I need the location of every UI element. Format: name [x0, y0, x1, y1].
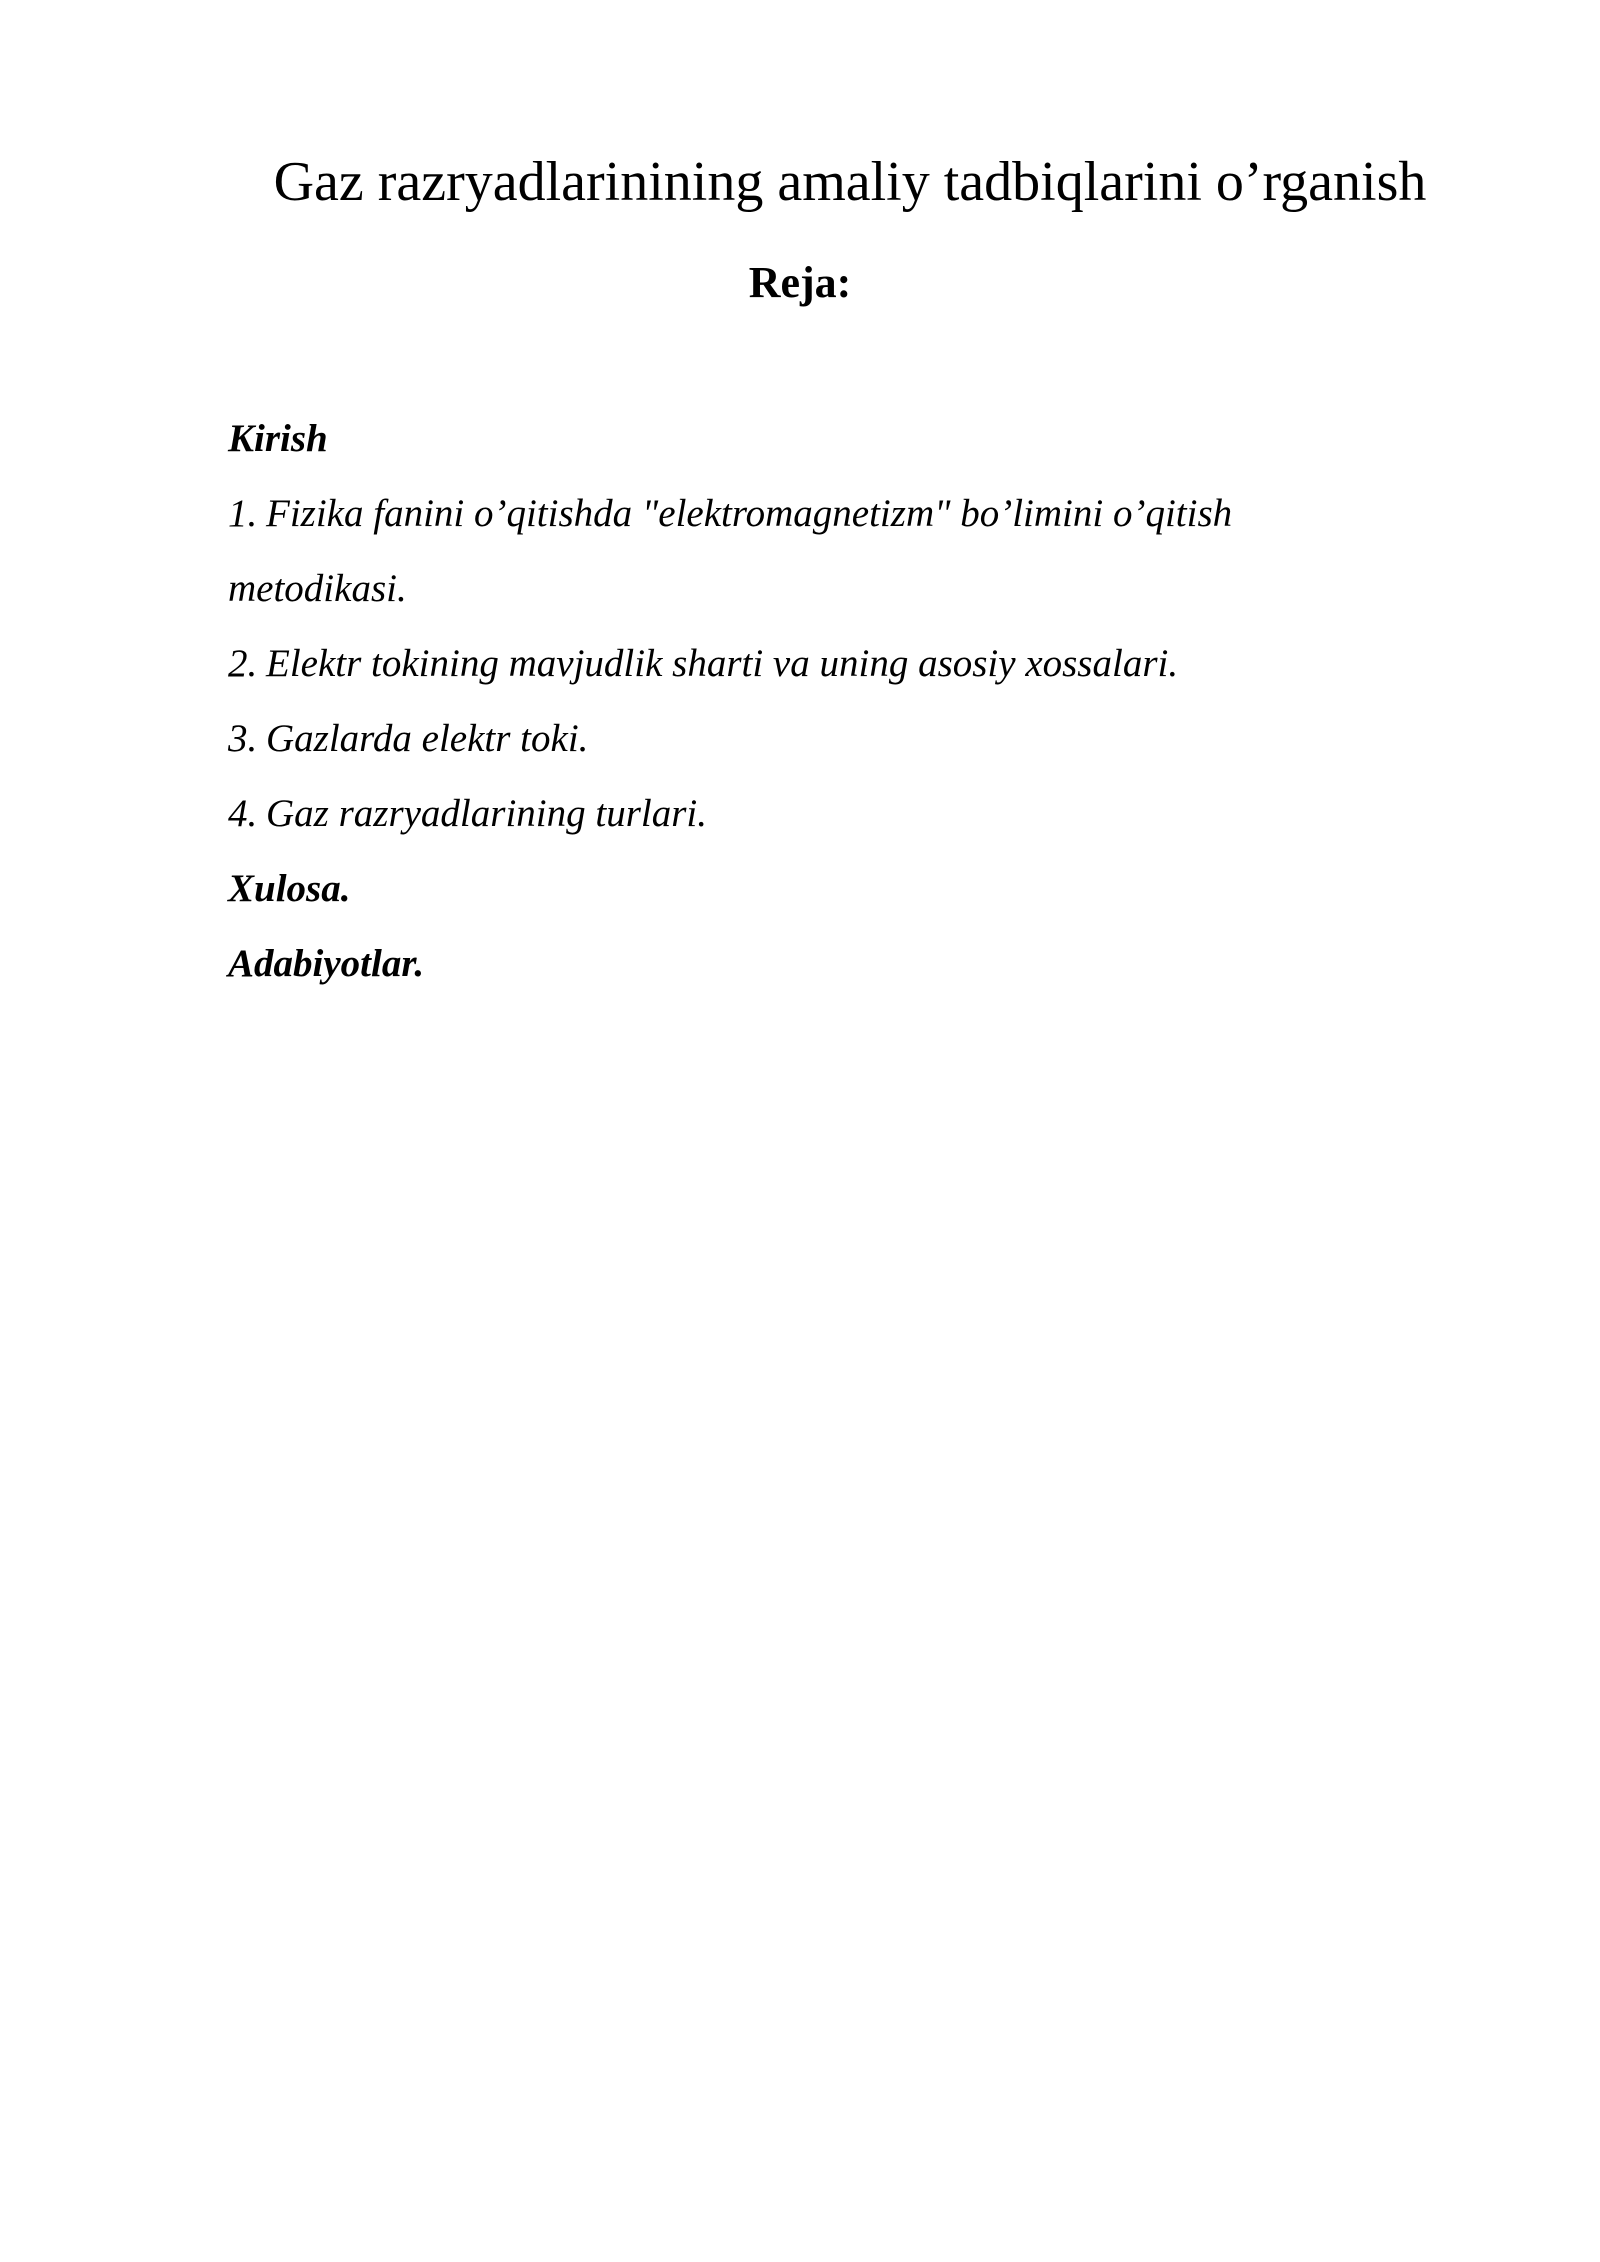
- outline-item-text: Gaz razryadlarining turlari.: [266, 792, 707, 835]
- outline-item-4: [228, 776, 1428, 851]
- document-title: Gaz razryadlarinining amaliy tadbiqlarini o’rganish: [273, 151, 1427, 213]
- outline-intro: Kirish: [228, 417, 328, 460]
- outline-item-2: [228, 626, 1428, 701]
- outline-item-3: [228, 701, 1428, 776]
- outline-item-text: Elektr tokining mavjudlik sharti va uning asosiy xossalari.: [266, 642, 1179, 685]
- outline-item-number: 4.: [228, 792, 258, 835]
- plan-outline: [228, 401, 1428, 1001]
- plan-heading: Reja:: [748, 258, 852, 307]
- outline-item-number: 3.: [228, 717, 258, 760]
- outline-item-text: Fizika fanini o’qitishda "elektromagnetizm" bo’limini o’qitish: [266, 492, 1233, 535]
- outline-references: Adabiyotlar.: [228, 942, 425, 985]
- outline-item-text: Gazlarda elektr toki.: [266, 717, 589, 760]
- outline-conclusion: Xulosa.: [228, 867, 351, 910]
- outline-item-1: [228, 476, 1428, 551]
- outline-item-number: 2.: [228, 642, 258, 685]
- outline-item-1-continuation: metodikasi.: [228, 567, 407, 610]
- outline-item-number: 1.: [228, 492, 258, 535]
